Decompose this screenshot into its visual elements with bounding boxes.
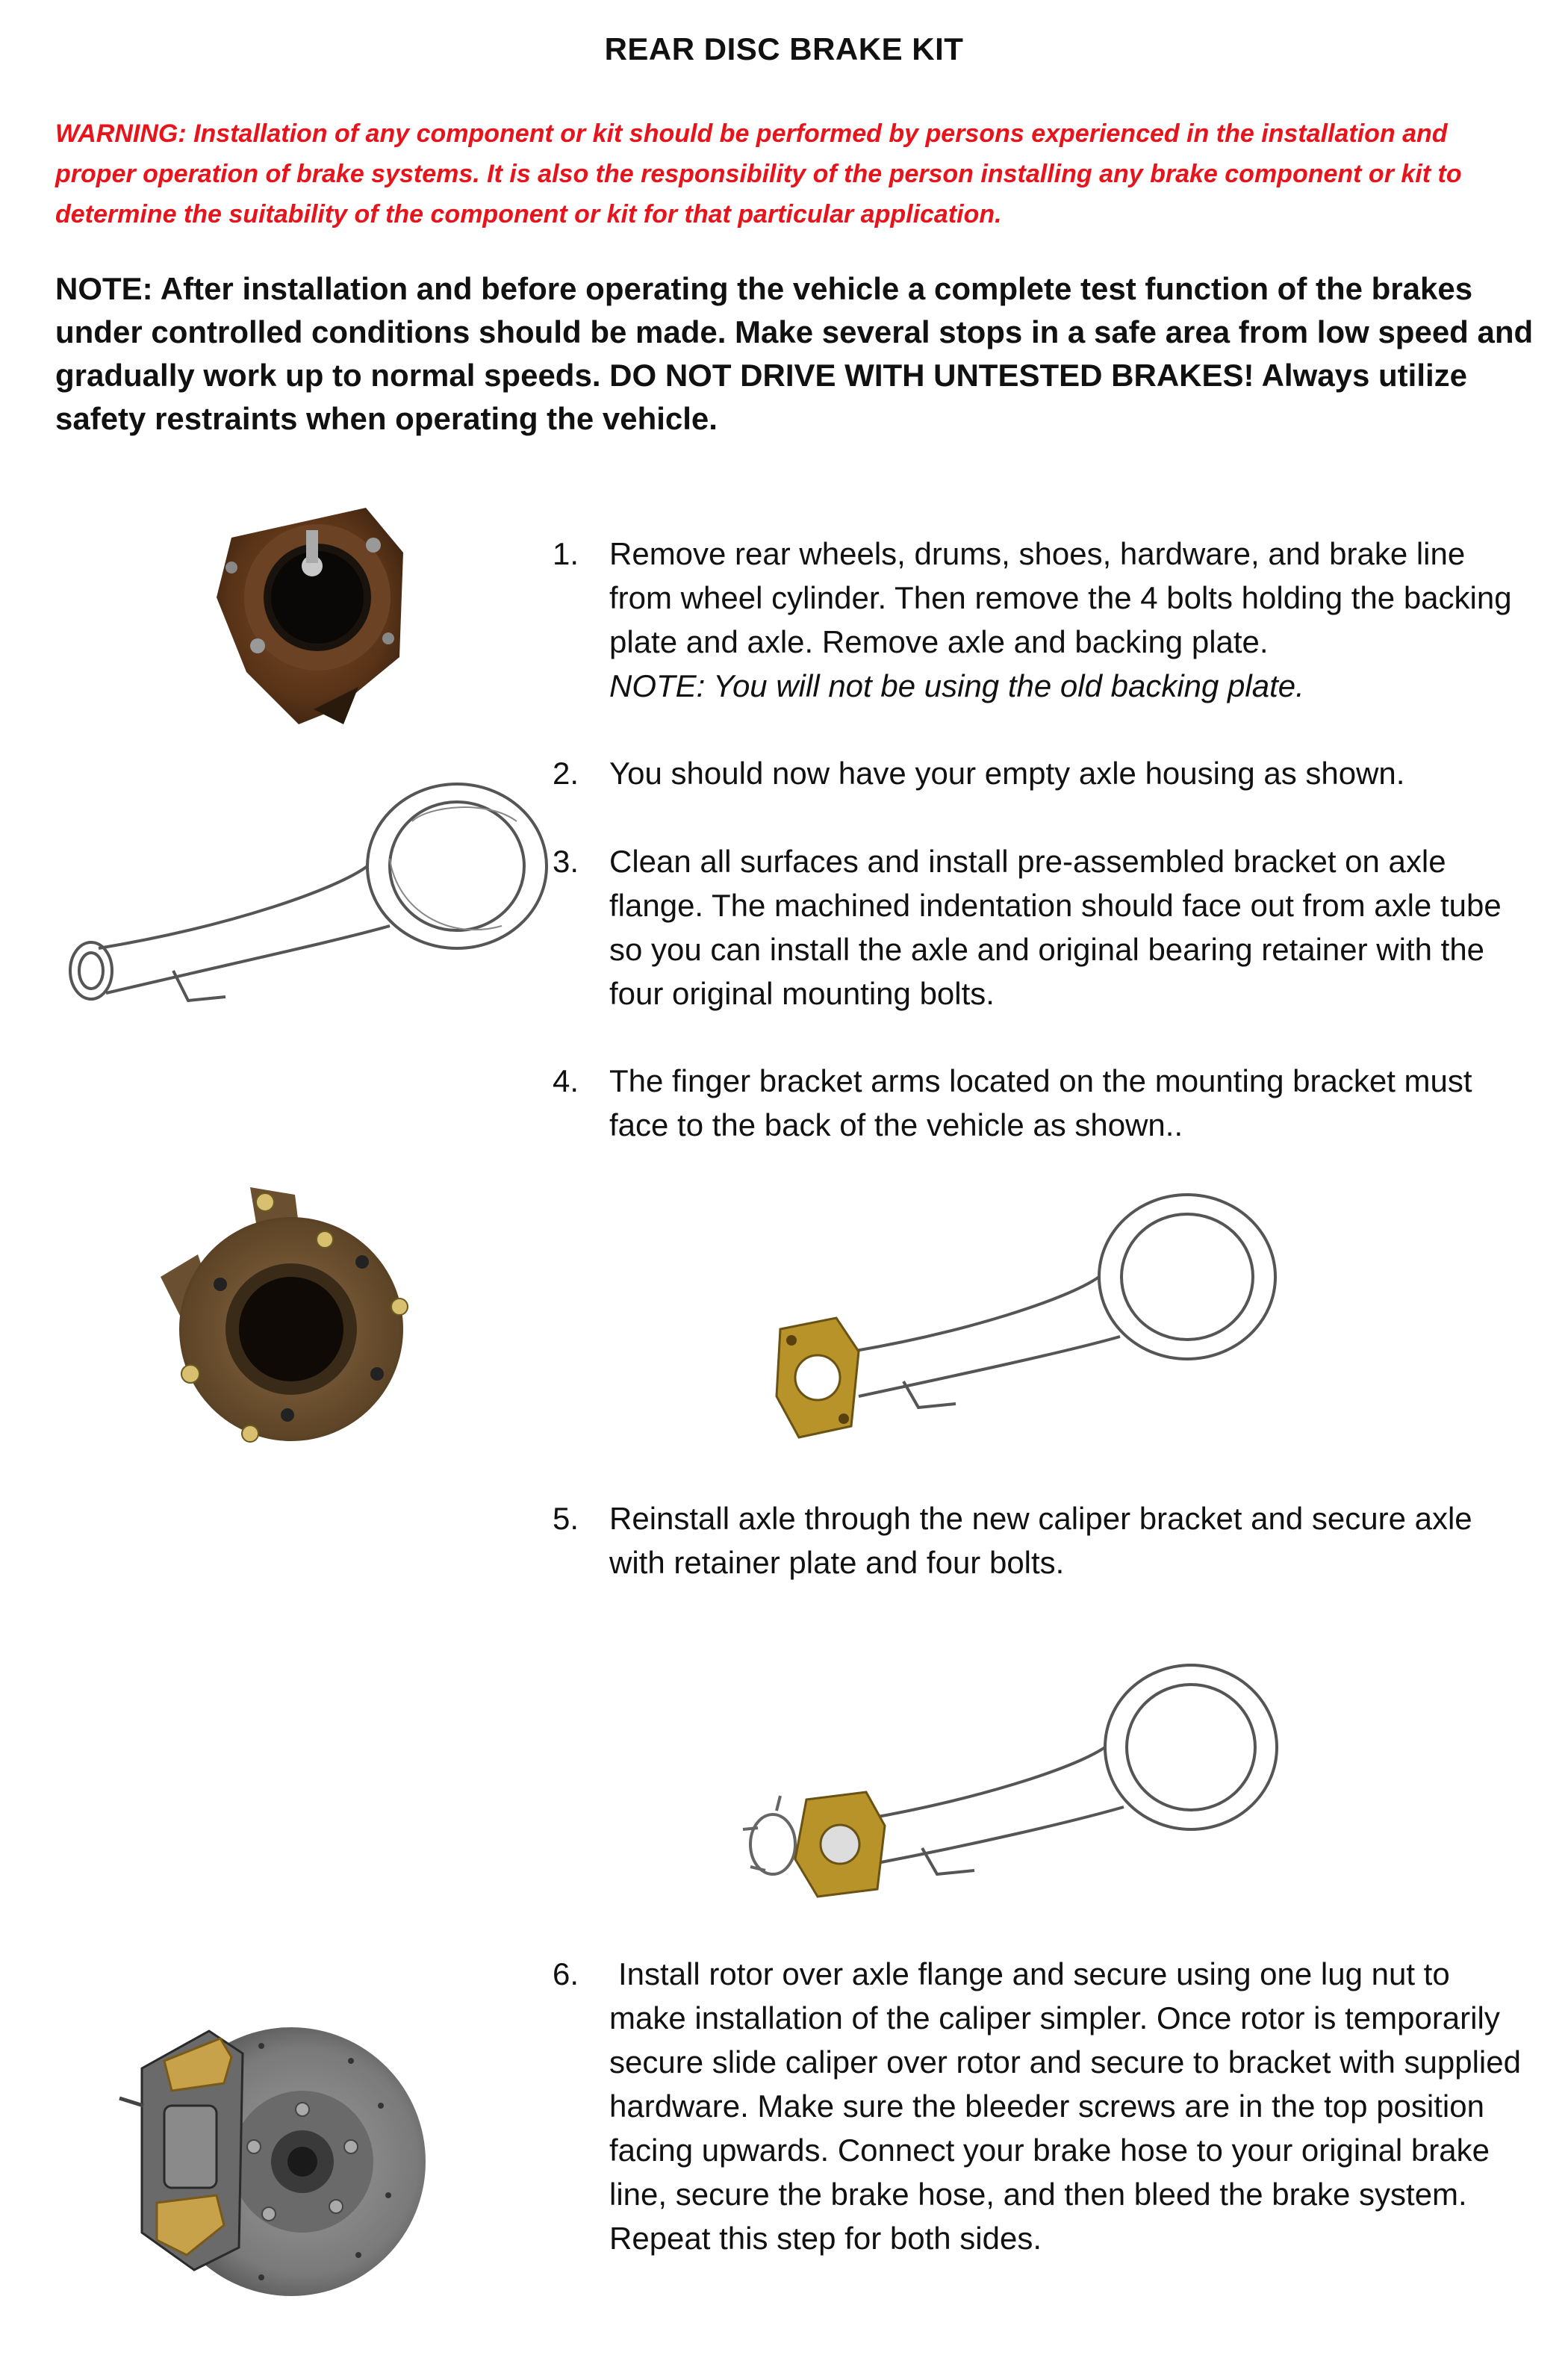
step-number: 1. bbox=[553, 536, 579, 571]
step-4 bbox=[553, 1059, 1523, 1147]
step-text: Clean all surfaces and install pre-assembled bracket on axle flange. The machined indentation should face out from axle tube so you can install the axle and original bearing retainer with the four original mounting bolts. bbox=[609, 844, 1502, 1011]
step-text bbox=[609, 532, 1523, 708]
step-text-main: Remove rear wheels, drums, shoes, hardware, and brake line from wheel cylinder. Then remove the 4 bolts holding the backing plate and axle. Remove axle and backing plate. bbox=[609, 536, 1512, 659]
step-1 bbox=[553, 532, 1523, 708]
axle-with-bracket-drawing bbox=[769, 1180, 1277, 1456]
step-6 bbox=[553, 1952, 1523, 2260]
step-note-italic: NOTE: You will not be using the old backing plate. bbox=[609, 668, 1304, 703]
axle-housing-drawing bbox=[39, 777, 554, 1045]
step-text: The finger bracket arms located on the mounting bracket must face to the back of the vehicle as shown.. bbox=[609, 1063, 1472, 1142]
warning-text: WARNING: Installation of any component or kit should be performed by persons experienced in the installation and proper operation of brake systems. It is also the responsibility of the person installing any brake component or kit to determine the suitability of the component or kit for that particular application. bbox=[55, 119, 1462, 228]
step-number: 5. bbox=[553, 1501, 579, 1536]
step-2 bbox=[553, 751, 1523, 795]
step-number: 3. bbox=[553, 844, 579, 879]
step-text: Install rotor over axle flange and secure using one lug nut to make installation of the caliper simpler. Once rotor is temporarily secure slide caliper over rotor and secure to bracket with supplied hardware. Make sure the bleeder screws are in the top position facing upwards. Connect your brake hose to your original brake line, secure the brake hose, and then bleed the brake system. Repeat this step for both sides. bbox=[609, 1956, 1521, 2256]
axle-end-photo bbox=[202, 485, 426, 732]
step-text: Reinstall axle through the new caliper bracket and secure axle with retainer plate and four bolts. bbox=[609, 1501, 1472, 1580]
bracket-on-flange-photo bbox=[153, 1180, 429, 1471]
step-text: You should now have your empty axle housing as shown. bbox=[609, 756, 1405, 791]
step-number: 4. bbox=[553, 1063, 579, 1098]
step-number: 6. bbox=[553, 1956, 579, 1991]
rotor-caliper-photo bbox=[112, 2001, 426, 2315]
step-number: 2. bbox=[553, 756, 579, 791]
step-3 bbox=[553, 839, 1523, 1016]
page-title: REAR DISC BRAKE KIT bbox=[604, 31, 964, 66]
note-text: NOTE: After installation and before operating the vehicle a complete test function of the brakes under controlled conditions should be made. Make several stops in a safe area from low speed and gradually work up to normal speeds. DO NOT DRIVE WITH UNTESTED BRAKES! Always utilize safety restraints when operating the vehicle. bbox=[55, 271, 1534, 436]
step-5 bbox=[553, 1496, 1523, 1584]
axle-reinstalled-drawing bbox=[735, 1643, 1281, 1926]
